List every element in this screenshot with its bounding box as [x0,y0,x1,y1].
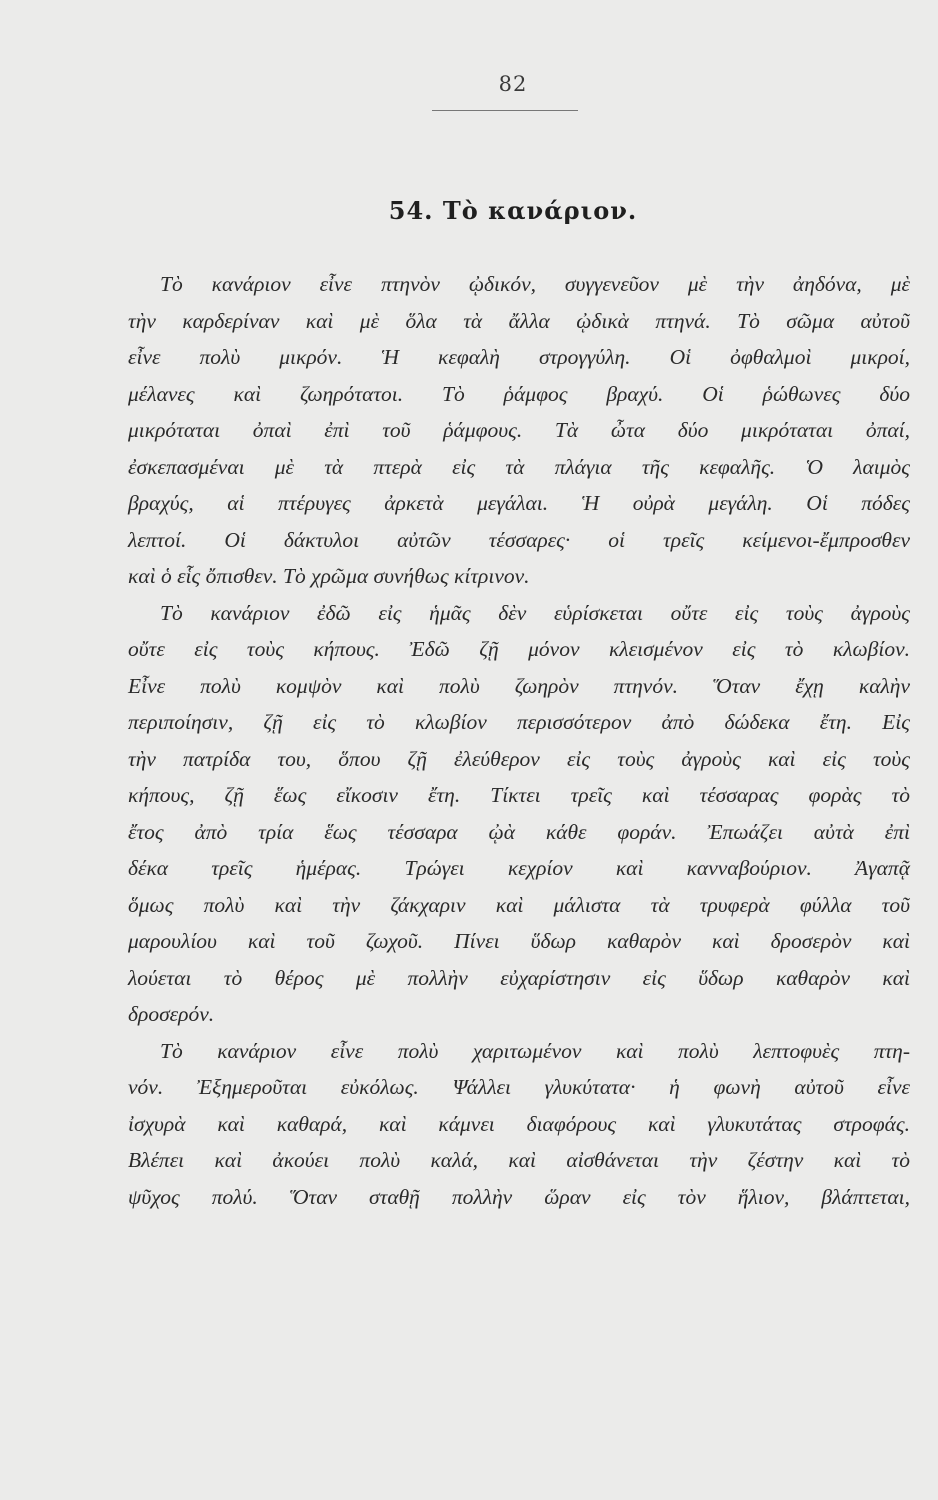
text-line: ὅμως πολὺ καὶ τὴν ζάκχαριν καὶ μάλιστα τὰ τρυφερὰ φύλλα τοῦ [128,892,910,917]
text-line: οὔτε εἰς τοὺς κήπους. Ἐδῶ ζῇ μόνον κλεισμένον εἰς τὸ κλωβίον. [128,637,910,661]
text-line: περιποίησιν, ζῇ εἰς τὸ κλωβίον περισσότερον ἀπὸ δώδεκα ἔτη. Εἰς [128,710,910,734]
chapter-title: 54. Τὸ κανάριον. [388,196,638,225]
header-rule [432,110,578,111]
text-line: βραχύς, αἱ πτέρυγες ἀρκετὰ μεγάλαι. Ἡ οὐρὰ μεγάλη. Οἱ πόδες [128,491,910,515]
text-line: ἐσκεπασμέναι μὲ τὰ πτερὰ εἰς τὰ πλάγια τῆς κεφαλῆς. Ὁ λαιμὸς [128,454,910,479]
text-line: λούεται τὸ θέρος μὲ πολλὴν εὐχαρίστησιν εἰς ὕδωρ καθαρὸν καὶ [128,965,910,990]
text-line: νόν. Ἐξημεροῦται εὐκόλως. Ψάλλει γλυκύτατα· ἡ φωνὴ αὐτοῦ εἶνε [128,1075,910,1099]
text-line: τὴν καρδερίναν καὶ μὲ ὅλα τὰ ἄλλα ᾠδικὰ πτηνά. Τὸ σῶμα αὐτοῦ [128,308,910,333]
text-line: δέκα τρεῖς ἡμέρας. Τρώγει κεχρίον καὶ κανναβούριον. Ἀγαπᾷ [128,856,910,880]
text-line: κήπους, ζῇ ἕως εἴκοσιν ἔτη. Τίκτει τρεῖς καὶ τέσσαρας φορὰς τὸ [128,783,910,807]
text-line: Τὸ κανάριον ἐδῶ εἰς ἡμᾶς δὲν εὑρίσκεται οὔτε εἰς τοὺς ἀγροὺς [160,600,910,625]
text-line: μέλανες καὶ ζωηρότατοι. Τὸ ῥάμφος βραχύ. Οἱ ῥώθωνες δύο [128,381,910,406]
text-line: λεπτοί. Οἱ δάκτυλοι αὐτῶν τέσσαρες· οἱ τρεῖς κείμενοι-ἔμπροσθεν [128,527,910,552]
text-line: τὴν πατρίδα του, ὅπου ζῇ ἐλεύθερον εἰς τοὺς ἀγροὺς καὶ εἰς τοὺς [128,746,910,771]
paragraph [128,266,910,595]
text-line: Εἶνε πολὺ κομψὸν καὶ πολὺ ζωηρὸν πτηνόν. Ὅταν ἔχῃ καλὴν [128,673,910,698]
text-line: Τὸ κανάριον εἶνε πτηνὸν ᾠδικόν, συγγενεῦον μὲ τὴν ἀηδόνα, μὲ [160,272,910,296]
text-line: δροσερόν. [128,1002,215,1026]
page-number: 82 [498,72,528,96]
text-line: ἰσχυρὰ καὶ καθαρά, καὶ κάμνει διαφόρους καὶ γλυκυτάτας στροφάς. [128,1111,910,1136]
paragraph [128,1033,910,1216]
paragraph [128,595,910,1033]
text-line: εἶνε πολὺ μικρόν. Ἡ κεφαλὴ στρογγύλη. Οἱ ὀφθαλμοὶ μικροί, [128,345,910,369]
text-line: ψῦχος πολύ. Ὅταν σταθῇ πολλὴν ὥραν εἰς τὸν ἥλιον, βλάπτεται, [128,1184,910,1209]
text-line: Τὸ κανάριον εἶνε πολὺ χαριτωμένον καὶ πολὺ λεπτοφυὲς πτη- [160,1038,910,1063]
text-line: καὶ ὁ εἷς ὄπισθεν. Τὸ χρῶμα συνήθως κίτρινον. [128,564,530,588]
text-line: ἔτος ἀπὸ τρία ἕως τέσσαρα ᾠὰ κάθε φοράν. Ἐπωάζει αὐτὰ ἐπὶ [128,819,910,844]
body-text [128,266,910,1215]
text-line: μικρόταται ὀπαὶ ἐπὶ τοῦ ῥάμφους. Τὰ ὦτα δύο μικρόταται ὀπαί, [128,418,910,442]
text-line: μαρουλίου καὶ τοῦ ζωχοῦ. Πίνει ὕδωρ καθαρὸν καὶ δροσερὸν καὶ [128,929,910,953]
text-line: Βλέπει καὶ ἀκούει πολὺ καλά, καὶ αἰσθάνεται τὴν ζέστην καὶ τὸ [128,1148,910,1172]
